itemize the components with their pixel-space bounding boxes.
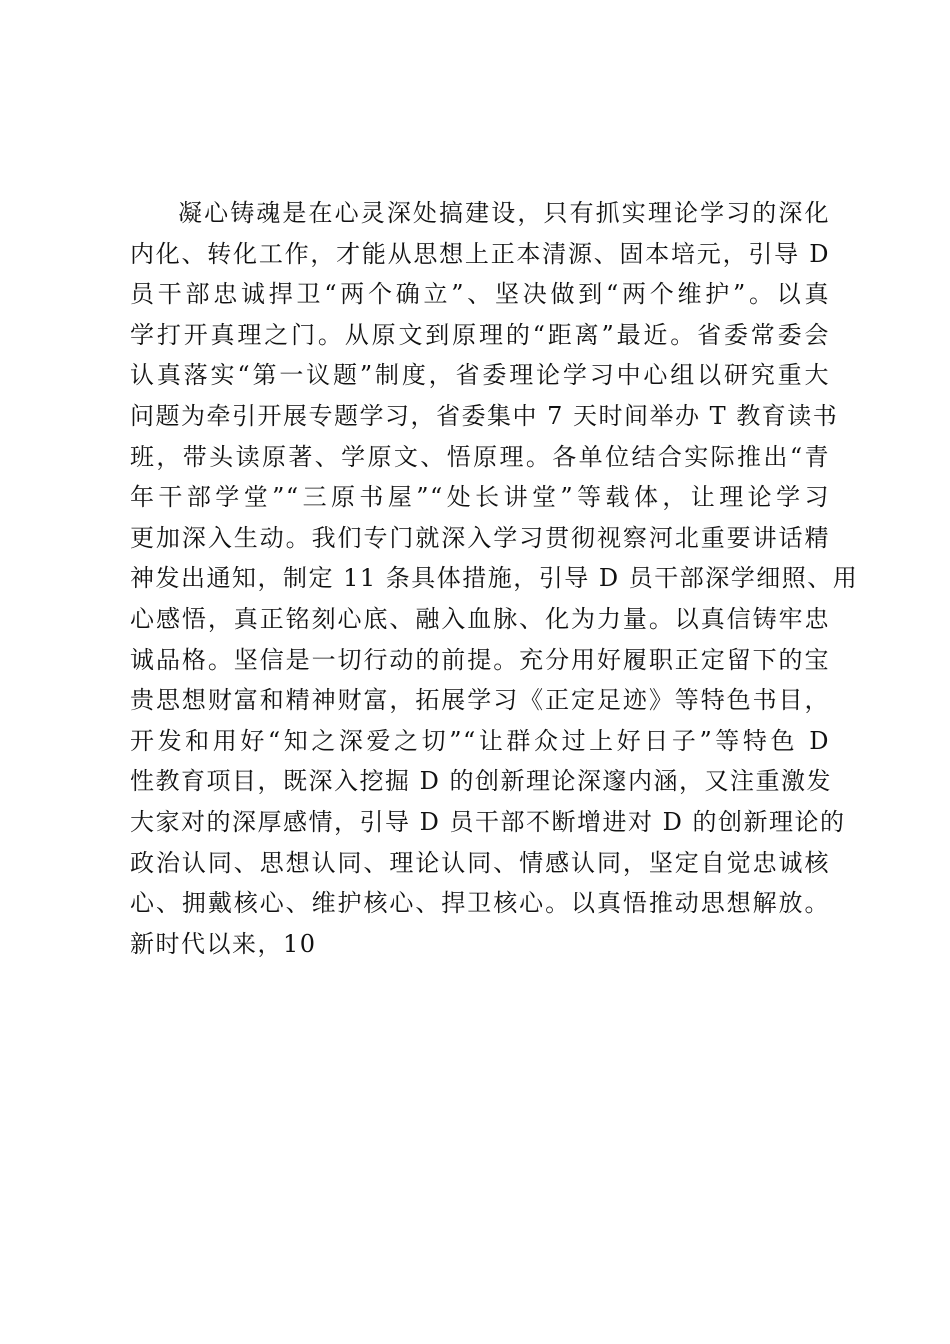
- text-line: 问题为牵引开展专题学习，省委集中 7 天时间举办 T 教育读书: [130, 401, 839, 430]
- text-line: 心、拥戴核心、维护核心、捍卫核心。以真悟推动思想解放。: [130, 889, 830, 918]
- text-line: 政治认同、思想认同、理论认同、情感认同，坚定自觉忠诚核: [130, 848, 830, 877]
- text-line: 性教育项目，既深入挖掘 D 的创新理论深邃内涵，又注重激发: [130, 767, 832, 796]
- text-line: 认真落实“第一议题”制度，省委理论学习中心组以研究重大: [130, 361, 830, 390]
- text-line: 新时代以来，10: [130, 929, 317, 958]
- text-line: 内化、转化工作，才能从思想上正本清源、固本培元，引导 D: [130, 239, 830, 268]
- text-line: 班，带头读原著、学原文、悟原理。各单位结合实际推出“青: [130, 442, 830, 471]
- text-line: 心感悟，真正铭刻心底、融入血脉、化为力量。以真信铸牢忠: [130, 604, 830, 633]
- body-paragraph: [130, 193, 859, 964]
- text-line: 贵思想财富和精神财富，拓展学习《正定足迹》等特色书目，: [130, 686, 830, 715]
- text-line: 神发出通知，制定 11 条具体措施，引导 D 员干部深学细照、用: [130, 564, 859, 593]
- text-line: 诚品格。坚信是一切行动的前提。充分用好履职正定留下的宝: [130, 645, 830, 674]
- text-line: 开发和用好“知之深爱之切”“让群众过上好日子”等特色 D: [130, 726, 830, 755]
- text-line: 员干部忠诚捍卫“两个确立”、坚决做到“两个维护”。以真: [130, 280, 830, 309]
- text-line: 学打开真理之门。从原文到原理的“距离”最近。省委常委会: [130, 320, 830, 349]
- text-line: 凝心铸魂是在心灵深处搞建设，只有抓实理论学习的深化: [178, 199, 830, 227]
- text-line: 更加深入生动。我们专门就深入学习贯彻视察河北重要讲话精: [130, 523, 830, 552]
- text-line: 大家对的深厚感情，引导 D 员干部不断增进对 D 的创新理论的: [130, 807, 846, 836]
- text-line: 年干部学堂”“三原书屋”“处长讲堂”等载体，让理论学习: [130, 483, 830, 512]
